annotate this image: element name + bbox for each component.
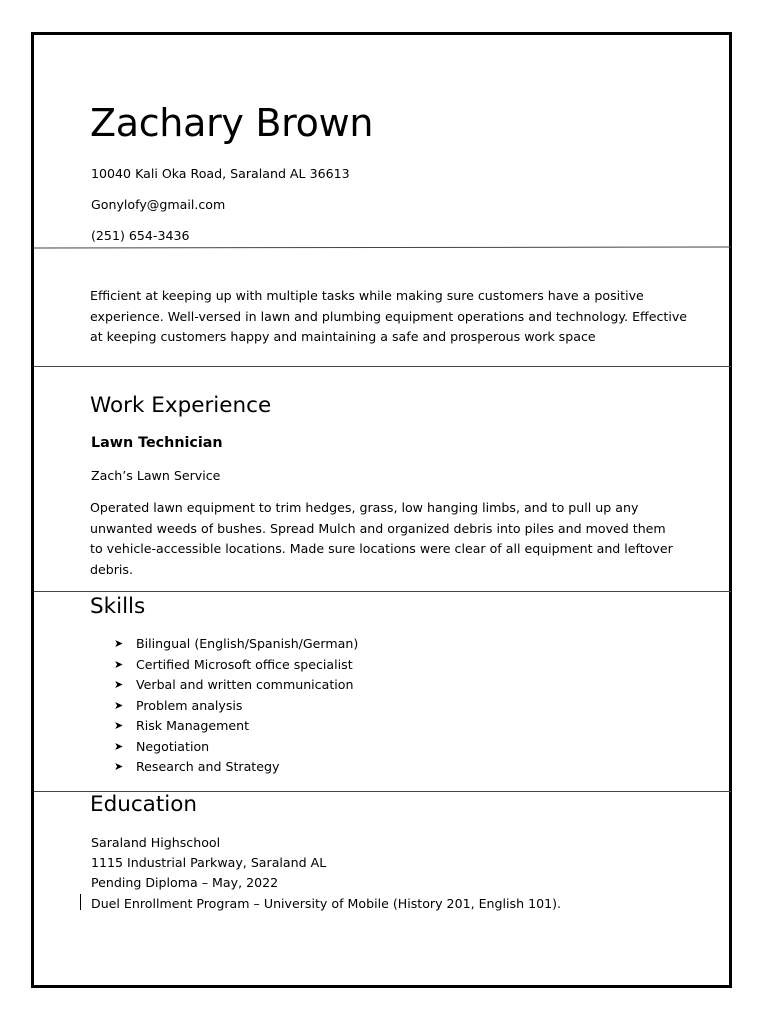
diploma-status: Pending Diploma – May, 2022 [91,875,279,891]
skill-label: Negotiation [136,738,210,754]
skills-heading: Skills [90,594,146,619]
list-item [114,696,358,717]
education-heading: Education [90,792,198,817]
skills-list [114,634,358,778]
arrowhead-bullet-icon: ➤ [114,657,124,671]
list-item [114,655,358,676]
skill-label: Verbal and written communication [136,677,354,692]
list-item [114,634,358,655]
work-experience-heading: Work Experience [90,393,272,418]
list-item [114,757,358,778]
resume-name: Zachary Brown [90,101,374,145]
contact-address: 10040 Kali Oka Road, Saraland AL 36613 [91,166,350,181]
profile-summary: Efficient at keeping up with multiple tasks while making sure customers have a positive experience. Well-versed in lawn and plumbing equipment operations and technology. Effective at keeping customers happy and maintaining a safe and prosperous work space [90,288,688,344]
job-title: Lawn Technician [91,435,223,451]
education-details [91,833,561,914]
school-address: 1115 Industrial Parkway, Saraland AL [91,855,327,871]
job-description: Operated lawn equipment to trim hedges, grass, low hanging limbs, and to pull up any unwanted weeds of bushes. Spread Mulch and organized debris into piles and moved them to vehicle-accessible locations. Made sure locations were clear of all equipment and leftover debris. [90,500,673,577]
list-item [114,716,358,737]
skill-label: Risk Management [136,718,250,733]
skill-label: Bilingual (English/Spanish/German) [136,636,359,651]
list-item [114,675,358,696]
contact-email: Gonylofy@gmail.com [91,197,226,212]
arrowhead-bullet-icon: ➤ [114,760,124,773]
skill-label: Problem analysis [136,697,243,713]
text-cursor [80,894,81,910]
arrowhead-bullet-icon: ➤ [114,698,124,712]
section-divider [34,591,731,592]
skill-label: Research and Strategy [136,759,280,774]
arrowhead-bullet-icon: ➤ [114,719,124,732]
contact-phone: (251) 654-3436 [91,228,190,243]
arrowhead-bullet-icon: ➤ [114,678,124,691]
section-divider [34,366,731,367]
dual-enrollment[interactable]: Duel Enrollment Program – University of Mobile (History 201, English 101). [91,895,562,911]
company-name: Zach’s Lawn Service [91,468,221,483]
school-name: Saraland Highschool [91,835,221,850]
list-item [114,737,358,758]
arrowhead-bullet-icon: ➤ [114,739,124,753]
skill-label: Certified Microsoft office specialist [136,656,353,672]
arrowhead-bullet-icon: ➤ [114,637,124,650]
